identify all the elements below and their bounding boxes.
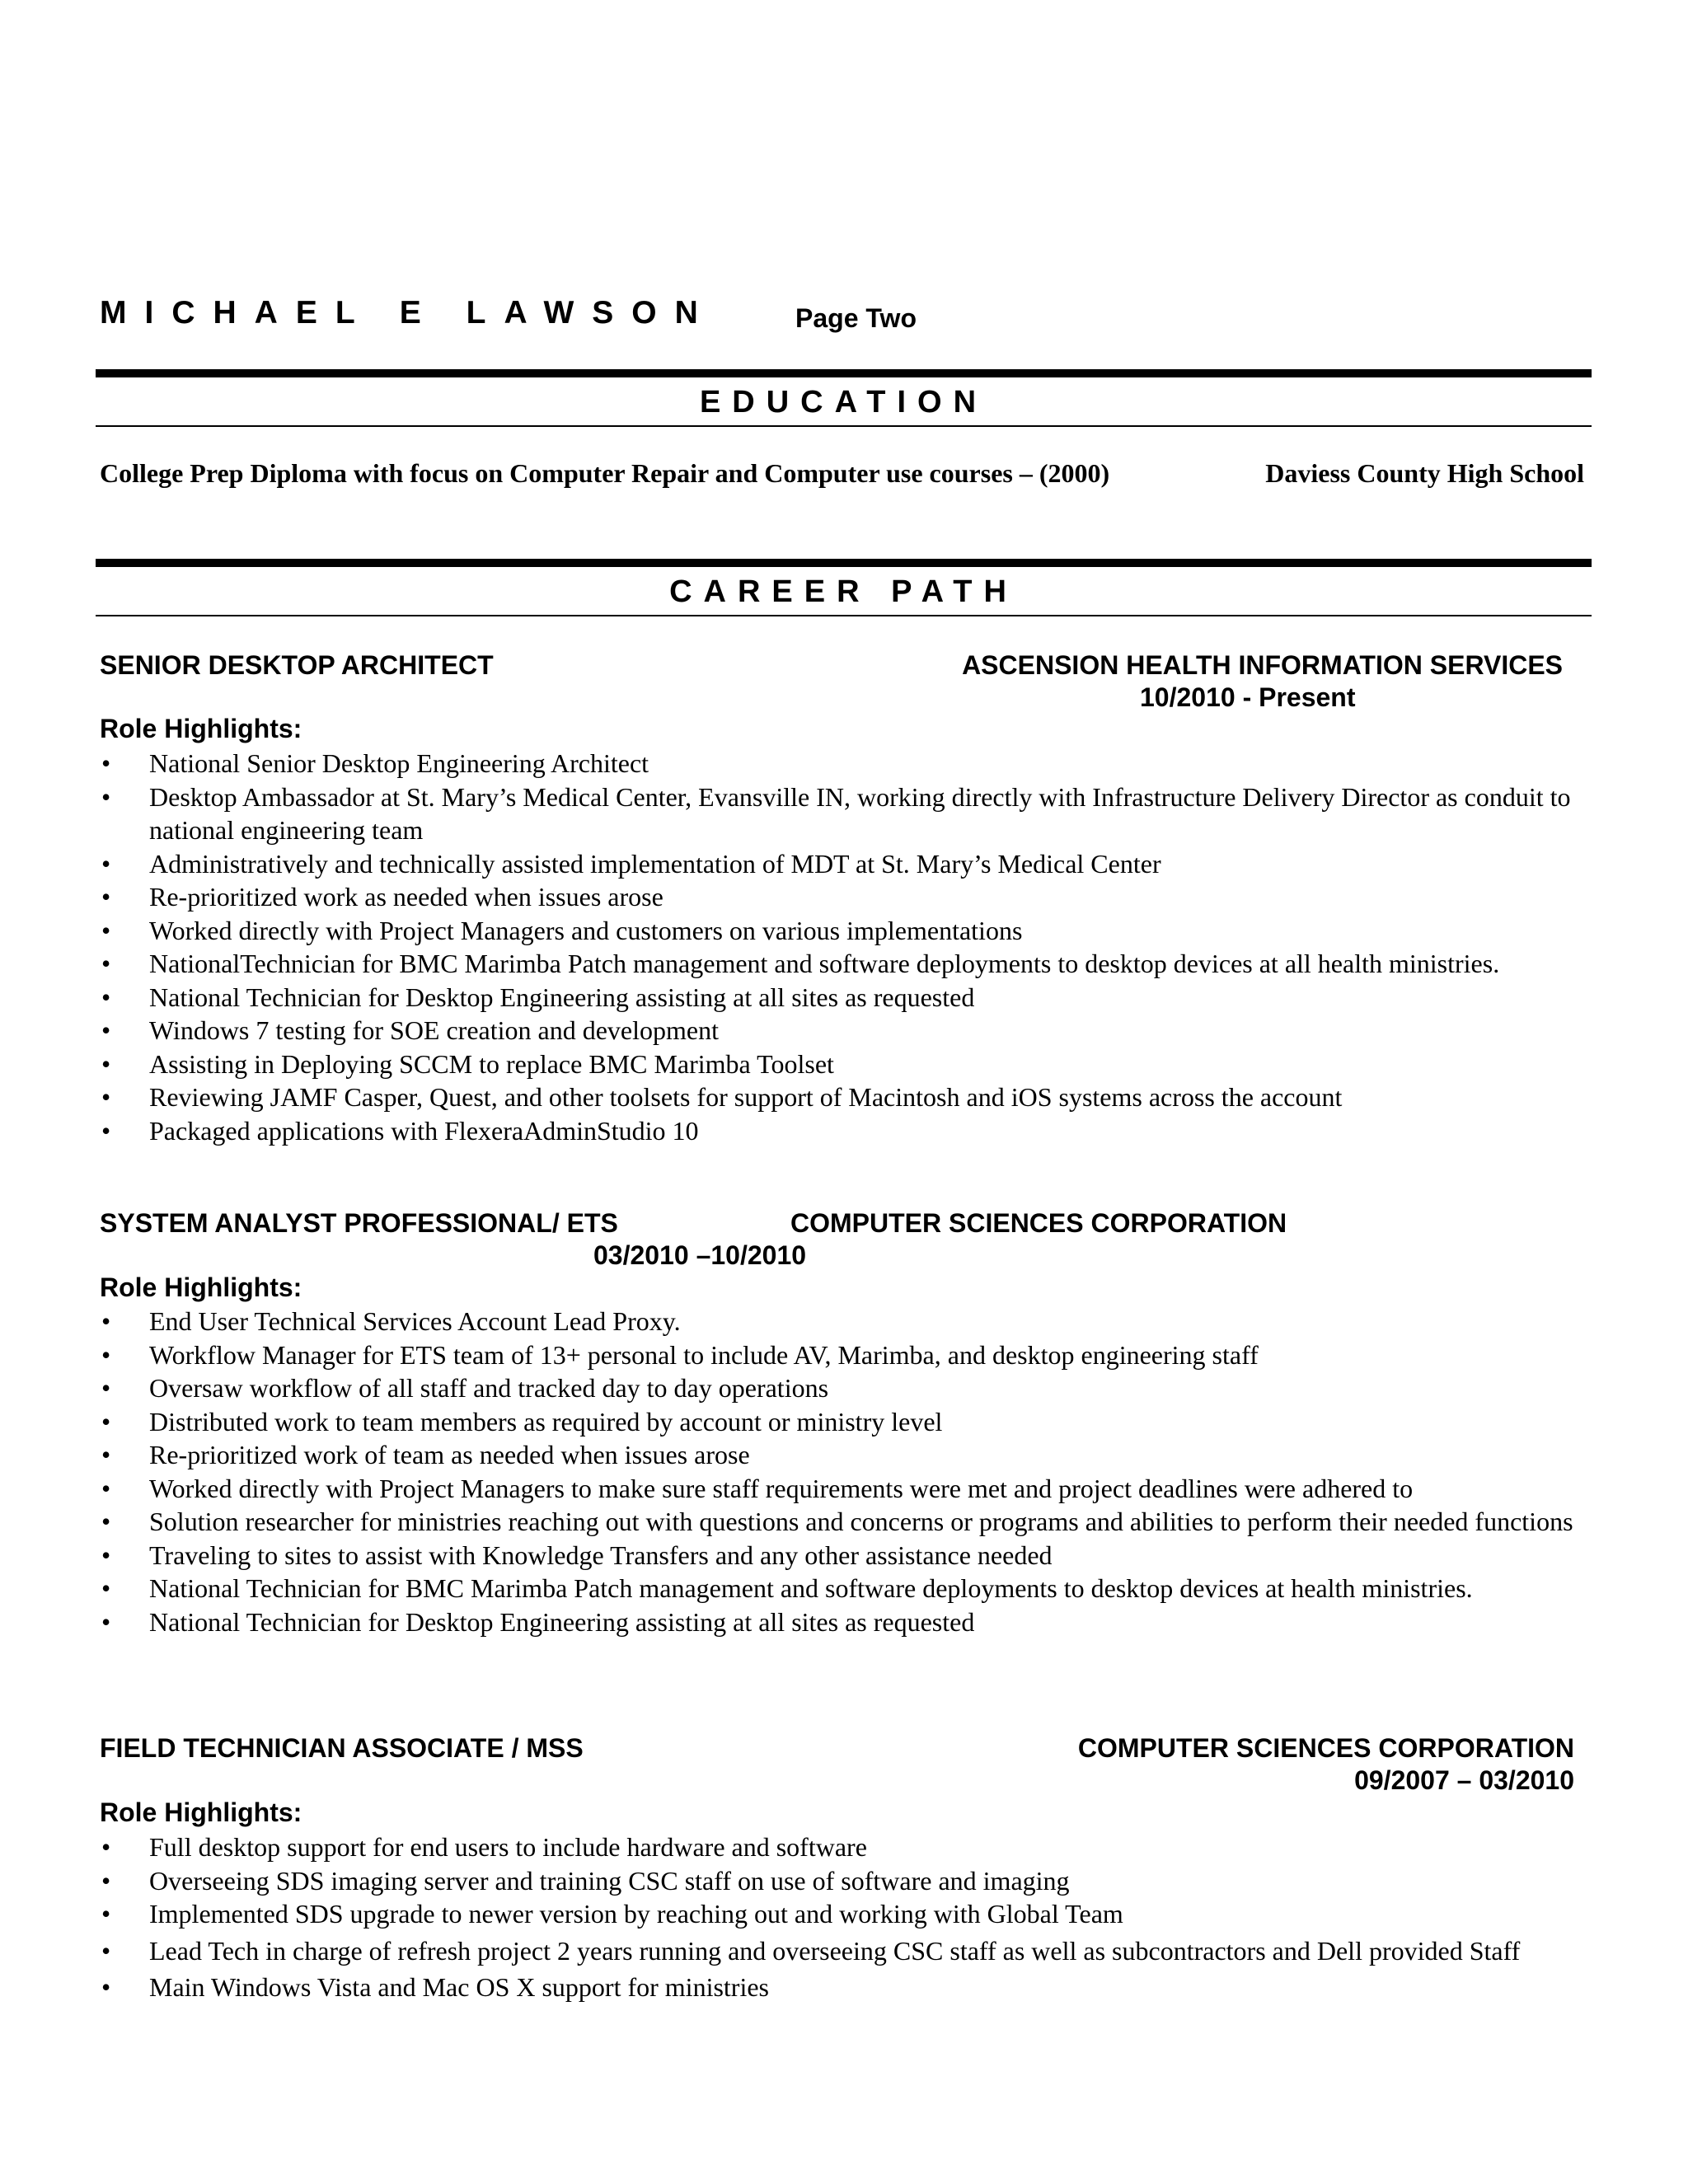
bullet-icon: • [101,1507,111,1536]
list-item: • Assisting in Deploying SCCM to replace BMC Marimba Toolset [100,1047,1592,1081]
candidate-name: MICHAEL E LAWSON [100,295,716,330]
education-title: EDUCATION [699,385,988,419]
list-item: • Oversaw workflow of all staff and tracked day to day operations [100,1371,1592,1405]
job-title: FIELD TECHNICIAN ASSOCIATE / MSS [100,1733,584,1763]
bullet-icon: • [101,1473,111,1503]
resume-header [100,295,1592,344]
list-item: • Worked directly with Project Managers to make sure staff requirements were met and project deadlines were adhered to [100,1472,1592,1506]
list-item: • Workflow Manager for ETS team of 13+ personal to include AV, Marimba, and desktop engineering staff [100,1338,1592,1372]
list-item: • National Technician for Desktop Engineering assisting at all sites as requested [100,1605,1592,1639]
role-highlights-label: Role Highlights: [100,714,302,743]
bullet-icon: • [101,1899,111,1929]
list-item: • Full desktop support for end users to include hardware and software [100,1830,1608,1864]
list-item: • Desktop Ambassador at St. Mary’s Medical Center, Evansville IN, working directly with Infrastructure Delivery Director as conduit to national engineering team [101,781,1571,845]
highlights-list [100,747,1592,1147]
career-title: CAREER PATH [669,574,1018,609]
job-company: COMPUTER SCIENCES CORPORATION [1077,1733,1574,1763]
bullet-icon: • [101,748,111,778]
bullet-icon: • [101,1972,111,2002]
list-item: • Re-prioritized work as needed when issues arose [100,880,1592,914]
thin-divider [96,615,1592,616]
bullet-icon: • [101,1339,111,1370]
list-item: • Windows 7 testing for SOE creation and development [100,1014,1592,1047]
bullet-icon: • [101,949,111,978]
bullet-icon: • [101,1440,111,1469]
bullet-icon: • [101,1573,111,1603]
role-highlights-label: Role Highlights: [100,1797,302,1827]
thick-divider [96,559,1592,567]
bullet-icon: • [101,1115,111,1146]
list-item: • Reviewing JAMF Casper, Quest, and other toolsets for support of Macintosh and iOS systems across the account [100,1080,1592,1114]
bullet-icon: • [101,1082,111,1112]
list-item: • Implemented SDS upgrade to newer version by reaching out and working with Global Team [100,1897,1608,1931]
job-title: SYSTEM ANALYST PROFESSIONAL/ ETS [100,1208,618,1238]
role-highlights-label: Role Highlights: [100,1272,302,1302]
list-item: • Worked directly with Project Managers and customers on various implementations [100,914,1592,948]
bullet-icon: • [101,882,111,912]
bullet-icon: • [101,1015,111,1045]
list-item: • National Technician for Desktop Engineering assisting at all sites as requested [100,981,1592,1015]
thin-divider [96,425,1592,427]
list-item: • Traveling to sites to assist with Knowledge Transfers and any other assistance needed [100,1539,1592,1572]
bullet-icon: • [101,1306,111,1336]
job-dates: 10/2010 - Present [1140,682,1356,712]
list-item: • Administratively and technically assisted implementation of MDT at St. Mary’s Medical Center [100,847,1592,881]
bullet-icon: • [101,1048,111,1079]
bullet-icon: • [101,982,111,1012]
bullet-icon: • [101,1606,111,1637]
list-item: • NationalTechnician for BMC Marimba Patch management and software deployments to desktop devices at all health ministries. [100,947,1592,981]
list-item: • National Senior Desktop Engineering Architect [100,747,1592,780]
education-school: Daviess County High School [1265,458,1584,488]
job-company: COMPUTER SCIENCES CORPORATION [790,1208,1287,1238]
bullet-icon: • [101,915,111,945]
bullet-icon: • [101,1865,111,1896]
list-item: • Distributed work to team members as required by account or ministry level [100,1405,1592,1439]
list-item: • End User Technical Services Account Lead Proxy. [100,1305,1592,1338]
page-label: Page Two [795,303,917,333]
job-dates: 03/2010 –10/2010 [593,1240,807,1270]
bullet-icon: • [101,1540,111,1570]
bullet-icon: • [101,1373,111,1403]
career-section-header [96,559,1592,616]
list-item: • Solution researcher for ministries reaching out with questions and concerns or programs and abilities to perform their needed functions [100,1505,1592,1539]
list-item: • Lead Tech in charge of refresh project 2 years running and overseeing CSC staff as well as subcontractors and Dell provided Staff [100,1934,1608,1968]
list-item: • Re-prioritized work of team as needed when issues arose [100,1438,1592,1472]
bullet-icon: • [101,1832,111,1862]
bullet-icon: • [101,1406,111,1436]
job-title: SENIOR DESKTOP ARCHITECT [100,650,494,680]
education-section-header [96,369,1592,427]
job-company: ASCENSION HEALTH INFORMATION SERVICES [962,650,1563,680]
bullet-icon: • [101,781,111,812]
education-degree: College Prep Diploma with focus on Computer Repair and Computer use courses – (2000) [100,458,1110,488]
bullet-icon: • [101,848,111,879]
job-dates: 09/2007 – 03/2010 [1354,1765,1574,1795]
list-item: • Main Windows Vista and Mac OS X support for ministries [100,1971,1608,2004]
bullet-icon: • [101,1935,111,1966]
list-item: • National Technician for BMC Marimba Patch management and software deployments to desktop devices at health ministries. [100,1572,1592,1605]
highlights-list [100,1305,1592,1638]
thick-divider [96,369,1592,377]
highlights-list [100,1830,1608,2004]
list-item: • Packaged applications with FlexeraAdminStudio 10 [100,1114,1592,1148]
list-item: • Overseeing SDS imaging server and training CSC staff on use of software and imaging [100,1864,1608,1898]
